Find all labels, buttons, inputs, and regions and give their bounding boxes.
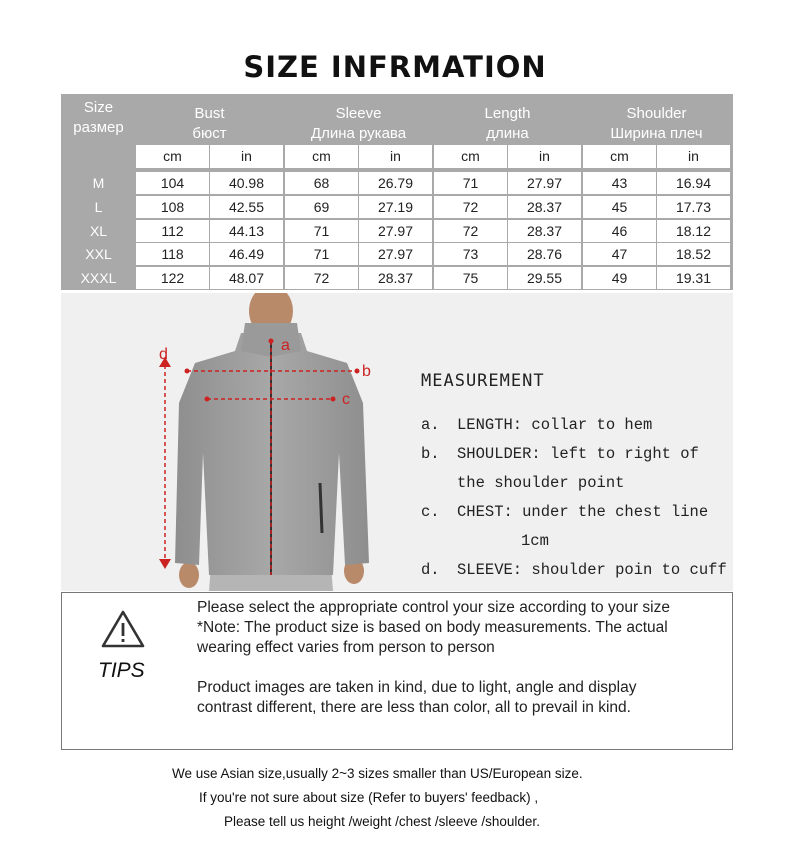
table-cell: 108 <box>136 196 209 218</box>
footer-line-1: We use Asian size,usually 2~3 sizes smaller than US/European size. <box>172 766 583 781</box>
table-cell: 73 <box>434 243 507 265</box>
table-cell: 43 <box>583 172 656 194</box>
table-cell: 45 <box>583 196 656 218</box>
table-cell: 18.12 <box>657 220 730 242</box>
table-cell: 42.55 <box>210 196 283 218</box>
size-header-en: Size <box>83 99 114 116</box>
tip-line-5: contrast different, there are less than color, all to prevail in kind. <box>197 699 631 716</box>
column-group-label-ru: Ширина плеч <box>610 125 703 142</box>
diagram-label-a: a <box>281 337 290 354</box>
table-cell: 19.31 <box>657 267 730 289</box>
table-cell: 71 <box>285 243 358 265</box>
tip-line-4: Product images are taken in kind, due to light, angle and display <box>197 679 637 696</box>
table-cell: 72 <box>285 267 358 289</box>
size-label: XXL <box>85 246 112 262</box>
table-cell: 27.97 <box>508 172 581 194</box>
size-label: XL <box>89 223 108 239</box>
warning-icon <box>100 609 146 649</box>
table-cell: 71 <box>434 172 507 194</box>
table-cell: 112 <box>136 220 209 242</box>
measure-item-a-line-1: LENGTH: collar to hem <box>457 416 653 434</box>
table-cell: 44.13 <box>210 220 283 242</box>
measure-item-d-letter: d. <box>421 561 440 579</box>
table-cell: 72 <box>434 220 507 242</box>
table-cell: 122 <box>136 267 209 289</box>
table-cell: 16.94 <box>657 172 730 194</box>
table-cell: 49 <box>583 267 656 289</box>
tip-line-2: *Note: The product size is based on body measurements. The actual <box>197 619 668 636</box>
table-cell: 26.79 <box>359 172 432 194</box>
table-cell: 48.07 <box>210 267 283 289</box>
table-cell: 28.37 <box>508 196 581 218</box>
measure-item-d-line-1: SLEEVE: shoulder poin to cuff <box>457 561 727 579</box>
measure-item-c-line-1: CHEST: under the chest line <box>457 503 709 521</box>
column-group-length <box>434 104 581 144</box>
footer-line-3: Please tell us height /weight /chest /sleeve /shoulder. <box>224 814 540 829</box>
jacket-illustration <box>61 293 733 591</box>
column-group-label-en: Sleeve <box>335 105 382 122</box>
table-cell: 75 <box>434 267 507 289</box>
size-header-ru: размер <box>73 119 124 136</box>
table-cell: 27.97 <box>359 220 432 242</box>
column-group-label-ru: Длина рукава <box>310 125 407 142</box>
table-cell: 69 <box>285 196 358 218</box>
measurement-title: MEASUREMENT <box>421 371 545 391</box>
unit-header: cm <box>136 145 209 168</box>
measure-item-a-letter: a. <box>421 416 440 434</box>
diagram-label-b: b <box>362 363 371 380</box>
jacket-pocket <box>320 483 322 533</box>
table-cell: 28.37 <box>508 220 581 242</box>
table-cell: 27.19 <box>359 196 432 218</box>
measure-item-b-letter: b. <box>421 445 440 463</box>
table-cell: 71 <box>285 220 358 242</box>
tip-line-3: wearing effect varies from person to person <box>197 639 495 656</box>
table-cell: 28.76 <box>508 243 581 265</box>
page-title: SIZE INFRMATION <box>243 50 547 84</box>
table-cell: 18.52 <box>657 243 730 265</box>
table-cell: 118 <box>136 243 209 265</box>
measure-item-b-line-2: the shoulder point <box>457 474 625 492</box>
measure-item-b-line-1: SHOULDER: left to right of <box>457 445 699 463</box>
column-group-label-en: Length <box>484 105 531 122</box>
unit-header: in <box>657 145 730 168</box>
diagram-label-c: c <box>342 391 350 408</box>
table-cell: 72 <box>434 196 507 218</box>
measure-item-c-line-2: 1cm <box>521 532 549 550</box>
table-cell: 46 <box>583 220 656 242</box>
unit-header: in <box>210 145 283 168</box>
size-table <box>61 94 733 290</box>
unit-header: cm <box>434 145 507 168</box>
table-cell: 29.55 <box>508 267 581 289</box>
model-left-hand <box>179 562 199 588</box>
footer-line-2: If you're not sure about size (Refer to buyers' feedback) , <box>199 790 539 805</box>
size-label: M <box>92 175 105 191</box>
tips-label: TIPS <box>98 659 145 682</box>
diagram-label-d: d <box>159 346 168 363</box>
size-label: L <box>94 199 103 215</box>
tip-line-1: Please select the appropriate control your size according to your size <box>197 599 670 616</box>
tips-box <box>61 592 733 750</box>
unit-header: in <box>359 145 432 168</box>
measure-item-c-letter: c. <box>421 503 440 521</box>
table-cell: 40.98 <box>210 172 283 194</box>
size-header <box>61 98 136 138</box>
column-group-label-ru: бюст <box>192 125 227 142</box>
column-group-bust <box>136 104 283 144</box>
unit-header: cm <box>583 145 656 168</box>
column-group-sleeve <box>285 104 432 144</box>
table-cell: 28.37 <box>359 267 432 289</box>
column-group-label-en: Bust <box>194 105 225 122</box>
table-cell: 17.73 <box>657 196 730 218</box>
size-label: XXXL <box>80 270 117 286</box>
column-group-label-ru: длина <box>486 125 529 142</box>
unit-header: cm <box>285 145 358 168</box>
measurement-panel <box>61 293 733 591</box>
table-cell: 47 <box>583 243 656 265</box>
column-group-label-en: Shoulder <box>626 105 687 122</box>
table-cell: 27.97 <box>359 243 432 265</box>
unit-header: in <box>508 145 581 168</box>
table-cell: 104 <box>136 172 209 194</box>
table-cell: 46.49 <box>210 243 283 265</box>
table-cell: 68 <box>285 172 358 194</box>
column-group-shoulder <box>583 104 730 144</box>
